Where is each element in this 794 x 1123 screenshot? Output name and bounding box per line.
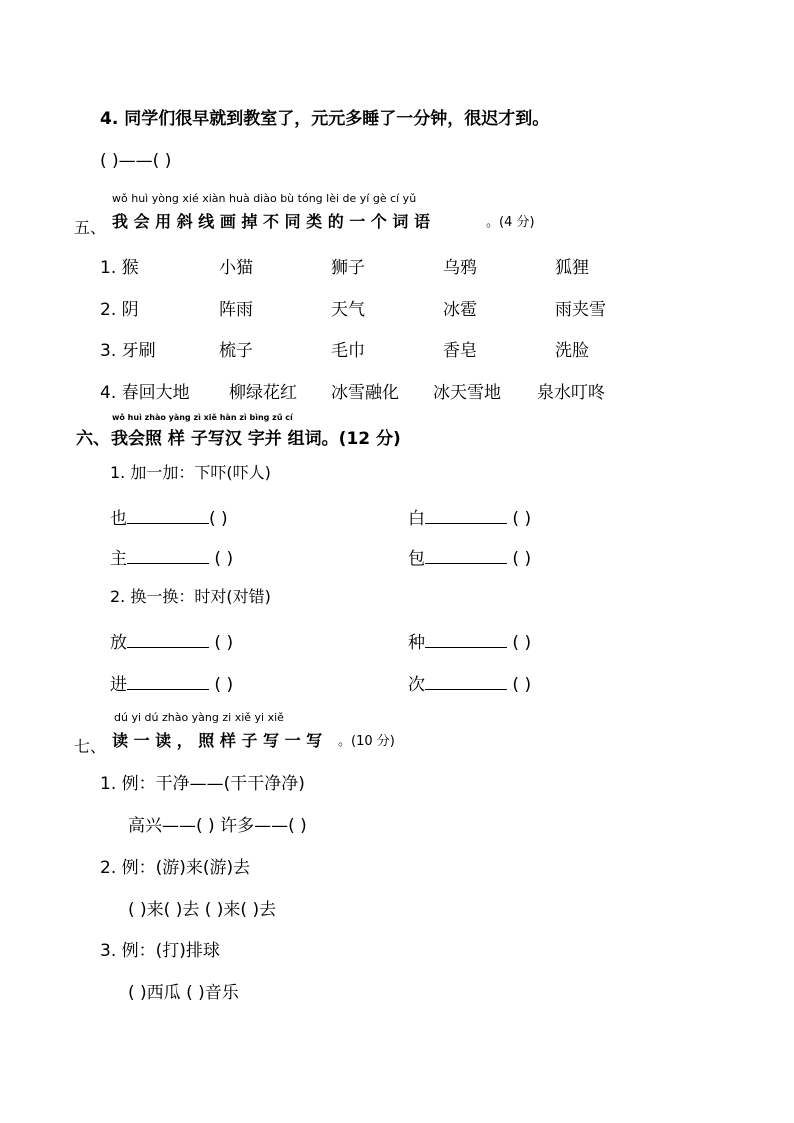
section-7-example-3: 3. 例：(打)排球 — [100, 941, 220, 961]
section-7-example-1-answer: 高兴——( ) 许多——( ) — [128, 816, 307, 836]
s6-item-char: 进 — [110, 675, 127, 695]
section-6-heading: 我会照 样 子写汉 字并 组词。(12 分) — [111, 429, 401, 449]
s6-item-paren: ( ) — [512, 633, 532, 653]
s6-item-char: 种 — [408, 633, 425, 653]
section-7-example-2: 2. 例：(游)来(游)去 — [100, 858, 251, 878]
section-6-sub1: 1. 加一加：下吓(吓人) — [110, 463, 271, 482]
section-7-example-2-answer: ( )来( )去 ( )来( )去 — [128, 900, 277, 920]
s6-item-char: 包 — [408, 549, 425, 569]
section-7-heading: 读 一 读 ， 照 样 子 写 一 写 — [112, 731, 323, 750]
s5-row1-col2: 小猫 — [219, 258, 253, 278]
section-7-score: 。(10 分) — [338, 734, 395, 749]
question-4-answer-line: ( )——( ) — [100, 151, 172, 171]
s6-item-zhu — [110, 544, 233, 569]
s5-row1-col1: 1. 猴 — [100, 258, 139, 278]
section-7-example-3-answer: ( )西瓜 ( )音乐 — [128, 983, 239, 1003]
s5-row2-col2: 阵雨 — [219, 300, 253, 320]
s6-item-paren: ( ) — [512, 509, 532, 529]
s5-row3-col3: 毛巾 — [331, 341, 365, 361]
section-5-score: 。(4 分) — [486, 215, 535, 230]
s5-row3-col2: 梳子 — [219, 341, 253, 361]
answer-blank[interactable] — [425, 507, 507, 524]
answer-blank[interactable] — [127, 631, 209, 648]
section-6-pinyin: wǒ huì zhào yàng zì xiě hàn zì bìng zǔ cí — [112, 413, 293, 422]
s5-row2-col3: 天气 — [331, 300, 365, 320]
s6-item-char: 主 — [110, 549, 127, 569]
answer-blank[interactable] — [425, 547, 507, 564]
s6-item-bai — [408, 504, 531, 529]
s6-item-jin — [110, 670, 233, 695]
answer-blank[interactable] — [127, 507, 209, 524]
s6-item-char: 也 — [110, 509, 127, 529]
s6-item-paren: ( ) — [209, 509, 228, 529]
section-5-heading: 我 会 用 斜 线 画 掉 不 同 类 的 一 个 词 语 — [112, 212, 430, 231]
s5-row3-col4: 香皂 — [443, 341, 477, 361]
answer-blank[interactable] — [127, 547, 209, 564]
section-7-pinyin: dú yi dú zhào yàng zi xiě yi xiě — [114, 711, 284, 724]
s6-item-char: 次 — [408, 675, 425, 695]
s5-row4-col3: 冰雪融化 — [331, 383, 399, 403]
question-4-sentence: 4. 同学们很早就到教室了，元元多睡了一分钟，很迟才到。 — [100, 109, 550, 129]
s6-item-ci — [408, 670, 531, 695]
s5-row1-col4: 乌鸦 — [443, 258, 477, 278]
s6-item-zhong — [408, 628, 531, 653]
s5-row3-col5: 洗脸 — [555, 341, 589, 361]
s5-row4-col5: 泉水叮咚 — [537, 383, 605, 403]
section-6-sub2: 2. 换一换：时对(对错) — [110, 587, 271, 606]
s6-item-bao — [408, 544, 531, 569]
s6-item-paren: ( ) — [214, 549, 234, 569]
s6-item-paren: ( ) — [512, 675, 532, 695]
s5-row2-col1: 2. 阴 — [100, 300, 139, 320]
s5-row4-col1: 4. 春回大地 — [100, 383, 190, 403]
s6-item-fang — [110, 628, 233, 653]
answer-blank[interactable] — [425, 673, 507, 690]
s6-item-paren: ( ) — [214, 633, 234, 653]
s5-row3-col1: 3. 牙刷 — [100, 341, 156, 361]
section-6-label: 六、 — [76, 429, 110, 449]
section-7-label: 七、 — [74, 737, 107, 756]
section-5-label: 五、 — [74, 218, 107, 237]
s5-row2-col4: 冰雹 — [443, 300, 477, 320]
s6-item-char: 白 — [408, 509, 425, 529]
s6-item-ye — [110, 504, 228, 529]
answer-blank[interactable] — [425, 631, 507, 648]
s6-item-paren: ( ) — [512, 549, 532, 569]
s5-row4-col4: 冰天雪地 — [433, 383, 501, 403]
s5-row4-col2: 柳绿花红 — [229, 383, 297, 403]
s5-row1-col3: 狮子 — [331, 258, 365, 278]
s5-row1-col5: 狐狸 — [555, 258, 589, 278]
s5-row2-col5: 雨夹雪 — [555, 300, 606, 320]
answer-blank[interactable] — [127, 673, 209, 690]
s6-item-paren: ( ) — [214, 675, 234, 695]
section-7-example-1: 1. 例：干净——(干干净净) — [100, 774, 305, 794]
section-5-pinyin: wǒ huì yòng xié xiàn huà diào bù tóng lèi de yí gè cí yǔ — [112, 192, 417, 205]
s6-item-char: 放 — [110, 633, 127, 653]
